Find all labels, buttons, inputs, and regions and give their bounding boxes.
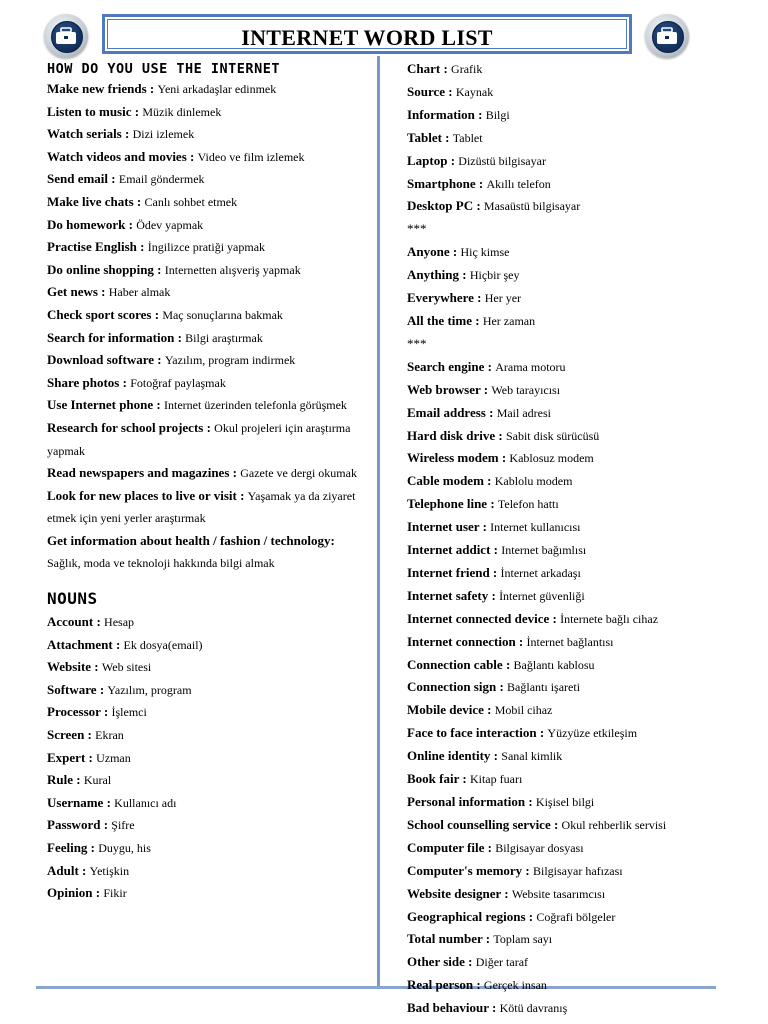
list-item: Share photos : Fotoğraf paylaşmak (47, 374, 226, 390)
list-item: Laptop : Dizüstü bilgisayar (407, 152, 546, 168)
list-item: Expert : Uzman (47, 749, 131, 765)
briefcase-icon (652, 22, 682, 50)
list-item: Do homework : Ödev yapmak (47, 216, 204, 232)
list-item: Wireless modem : Kablosuz modem (407, 450, 594, 466)
list-item: Get news : Haber almak (47, 284, 171, 300)
list-item: Information : Bilgi (407, 106, 510, 122)
column-divider (377, 56, 380, 986)
list-item: Total number : Toplam sayı (407, 931, 553, 947)
list-item: Password : Şifre (47, 817, 135, 833)
list-item: Software : Yazılım, program (47, 681, 192, 697)
list-item: Face to face interaction : Yüzyüze etkileşim (407, 725, 638, 741)
list-item: Use Internet phone : Internet üzerinden telefonla görüşmek (47, 397, 347, 413)
list-item: Internet connection : İnternet bağlantısı (407, 633, 614, 649)
right-column (407, 58, 717, 1020)
separator: *** (407, 221, 427, 237)
section-heading-nouns: NOUNS (47, 589, 98, 609)
list-item: Connection sign : Bağlantı işareti (407, 679, 581, 695)
section-heading-usage: HOW DO YOU USE THE INTERNET (47, 61, 280, 77)
list-item: Feeling : Duygu, his (47, 840, 151, 855)
list-item: Send email : Email göndermek (47, 171, 205, 187)
list-item: Anything : Hiçbir şey (407, 267, 520, 283)
list-item: Research for school projects : Okul projeleri için araştırma yapmak (47, 419, 351, 458)
list-item: Chart : Grafik (407, 61, 483, 76)
list-item: Processor : İşlemci (47, 704, 147, 720)
list-item: Geographical regions : Coğrafi bölgeler (407, 908, 616, 924)
list-item: Real person : Gerçek insan (407, 977, 547, 993)
list-item: Watch videos and movies : Video ve film izlemek (47, 148, 305, 164)
list-item: Account : Hesap (47, 614, 135, 630)
list-item: Mobile device : Mobil cihaz (407, 702, 553, 718)
list-item: Everywhere : Her yer (407, 290, 522, 306)
list-item: Internet addict : Internet bağımlısı (407, 542, 587, 558)
list-item: Computer's memory : Bilgisayar hafızası (407, 862, 623, 878)
list-item: Source : Kaynak (407, 83, 494, 99)
list-item: Watch serials : Dizi izlemek (47, 126, 195, 142)
list-item: Do online shopping : Internetten alışveriş yapmak (47, 261, 301, 277)
list-item: Desktop PC : Masaüstü bilgisayar (407, 198, 581, 214)
list-item: School counselling service : Okul rehberlik servisi (407, 816, 667, 832)
list-item: Personal information : Kişisel bilgi (407, 794, 595, 809)
list-item: Username : Kullanıcı adı (47, 794, 177, 810)
list-item: Anyone : Hiç kimse (407, 244, 510, 260)
briefcase-badge-right (645, 14, 689, 58)
list-item: Website designer : Website tasarımcısı (407, 885, 606, 901)
left-column (47, 58, 369, 905)
list-item: Smartphone : Akıllı telefon (407, 175, 551, 191)
list-item: Search for information : Bilgi araştırmak (47, 329, 263, 345)
list-item: Screen : Ekran (47, 727, 124, 743)
list-item: Adult : Yetişkin (47, 862, 130, 878)
list-item: Get information about health / fashion / technology: Sağlık, moda ve teknoloji hakkında bilgi almak (47, 532, 335, 571)
list-item: Website : Web sitesi (47, 659, 152, 675)
list-item: Web browser : Web tarayıcısı (407, 381, 561, 397)
list-item: Make new friends : Yeni arkadaşlar edinmek (47, 81, 277, 96)
list-item: Email address : Mail adresi (407, 404, 552, 420)
list-item: Practise English : İngilizce pratiği yapmak (47, 239, 266, 255)
list-item: Look for new places to live or visit : Yaşamak ya da ziyaret etmek için yeni yerler araştırmak (47, 487, 356, 526)
list-item: Connection cable : Bağlantı kablosu (407, 656, 595, 672)
briefcase-icon (51, 22, 81, 50)
briefcase-badge-left (44, 14, 88, 58)
page-title: INTERNET WORD LIST (241, 25, 493, 50)
list-item: Internet friend : İnternet arkadaşı (407, 564, 581, 580)
title-frame (102, 14, 632, 54)
list-item: All the time : Her zaman (407, 312, 536, 328)
list-item: Online identity : Sanal kimlik (407, 748, 563, 764)
list-item: Cable modem : Kablolu modem (407, 473, 573, 489)
list-item: Hard disk drive : Sabit disk sürücüsü (407, 427, 600, 443)
list-item: Download software : Yazılım, program indirmek (47, 352, 296, 368)
list-item: Make live chats : Canlı sohbet etmek (47, 193, 238, 209)
list-item: Check sport scores : Maç sonuçlarına bakmak (47, 306, 283, 322)
list-item: Telephone line : Telefon hattı (407, 496, 559, 512)
list-item: Tablet : Tablet (407, 129, 483, 145)
list-item: Rule : Kural (47, 772, 112, 788)
list-item: Computer file : Bilgisayar dosyası (407, 839, 584, 855)
list-item: Search engine : Arama motoru (407, 358, 566, 374)
list-item: Listen to music : Müzik dinlemek (47, 103, 222, 119)
list-item: Read newspapers and magazines : Gazete ve dergi okumak (47, 465, 357, 481)
list-item: Bad behaviour : Kötü davranış (407, 1000, 568, 1016)
separator: *** (407, 335, 427, 351)
list-item: Book fair : Kitap fuarı (407, 771, 523, 787)
list-item: Internet user : Internet kullanıcısı (407, 519, 581, 535)
list-item: Other side : Diğer taraf (407, 954, 529, 970)
list-item: Internet connected device : İnternete bağlı cihaz (407, 610, 659, 626)
list-item: Internet safety : İnternet güvenliği (407, 587, 585, 603)
list-item: Attachment : Ek dosya(email) (47, 636, 203, 652)
list-item: Opinion : Fikir (47, 885, 127, 901)
